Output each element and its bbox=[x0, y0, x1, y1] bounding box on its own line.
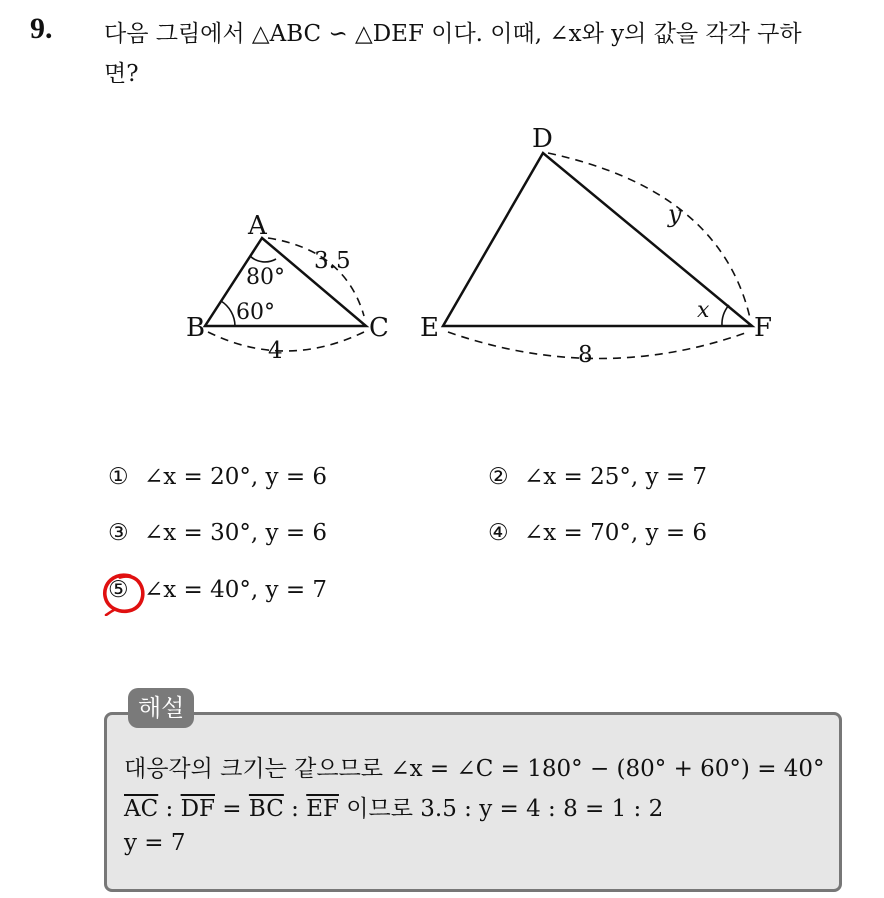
segment-bc: $\overline{BC}$ bbox=[248, 796, 284, 822]
solution-line-3: y = 7 bbox=[124, 830, 186, 856]
ratio-equals: = bbox=[215, 796, 249, 822]
triangle-def bbox=[420, 124, 772, 368]
choice-1[interactable] bbox=[108, 464, 327, 490]
angle-f-label: x bbox=[697, 298, 710, 323]
side-ef-dashed-arc bbox=[448, 332, 748, 359]
triangles-figure bbox=[0, 0, 884, 420]
answer-circle-stroke bbox=[105, 575, 143, 611]
choice-4-number: ④ bbox=[488, 520, 509, 546]
question-line-1: 다음 그림에서 △ABC ∽ △DEF 이다. 이때, ∠x와 y의 값을 각각 구하 bbox=[104, 21, 802, 47]
choice-2-text: ∠x = 25°, y = 7 bbox=[524, 464, 708, 490]
angle-f-arc bbox=[722, 305, 729, 326]
angle-a-arc bbox=[250, 256, 276, 262]
side-ac-label: 3.5 bbox=[314, 248, 351, 274]
question-number: 9. bbox=[30, 12, 53, 45]
choice-3-number: ③ bbox=[108, 520, 129, 546]
vertex-c-label: C bbox=[369, 313, 389, 343]
segment-ac: $\overline{AC}$ bbox=[124, 796, 159, 822]
choice-1-number: ① bbox=[108, 464, 129, 490]
vertex-e-label: E bbox=[420, 313, 439, 343]
side-df-dashed-arc bbox=[548, 153, 750, 318]
choice-5-text: ∠x = 40°, y = 7 bbox=[144, 577, 328, 603]
ratio-sep-1: : bbox=[158, 796, 181, 822]
choice-4[interactable] bbox=[488, 520, 707, 546]
ratio-sep-2: : bbox=[283, 796, 307, 822]
vertex-a-label: A bbox=[248, 211, 267, 241]
answer-circle-tail bbox=[106, 610, 114, 615]
side-bc-label: 4 bbox=[268, 338, 283, 364]
choice-5-number: ⑤ bbox=[108, 577, 129, 603]
vertex-d-label: D bbox=[532, 124, 553, 154]
segment-df: $\overline{DF}$ bbox=[180, 796, 215, 822]
segment-ef: $\overline{EF}$ bbox=[306, 796, 339, 822]
vertex-b-label: B bbox=[186, 313, 206, 343]
angle-a-label: 80° bbox=[246, 265, 285, 290]
solution-tab: 해설 bbox=[128, 688, 194, 728]
triangle-abc bbox=[186, 211, 389, 364]
choice-4-text: ∠x = 70°, y = 6 bbox=[524, 520, 708, 546]
question-line-2: 면? bbox=[104, 61, 139, 87]
side-bc-dashed-arc bbox=[208, 332, 364, 351]
choice-2-number: ② bbox=[488, 464, 509, 490]
solution-line-2 bbox=[124, 790, 663, 823]
vertex-f-label: F bbox=[754, 313, 773, 343]
angle-b-arc bbox=[221, 301, 235, 326]
choice-1-text: ∠x = 20°, y = 6 bbox=[144, 464, 328, 490]
angle-b-label: 60° bbox=[236, 300, 275, 325]
side-ef-label: 8 bbox=[578, 342, 593, 368]
answer-circle-mark bbox=[100, 570, 148, 616]
solution-line-1: 대응각의 크기는 같으므로 ∠x = ∠C = 180° − (80° + 60°) = 40° bbox=[124, 756, 825, 782]
side-df-label: y bbox=[668, 200, 682, 228]
choice-3[interactable] bbox=[108, 520, 327, 546]
choice-2[interactable] bbox=[488, 464, 707, 490]
ratio-result: 이므로 3.5 : y = 4 : 8 = 1 : 2 bbox=[338, 796, 664, 822]
choice-3-text: ∠x = 30°, y = 6 bbox=[144, 520, 328, 546]
